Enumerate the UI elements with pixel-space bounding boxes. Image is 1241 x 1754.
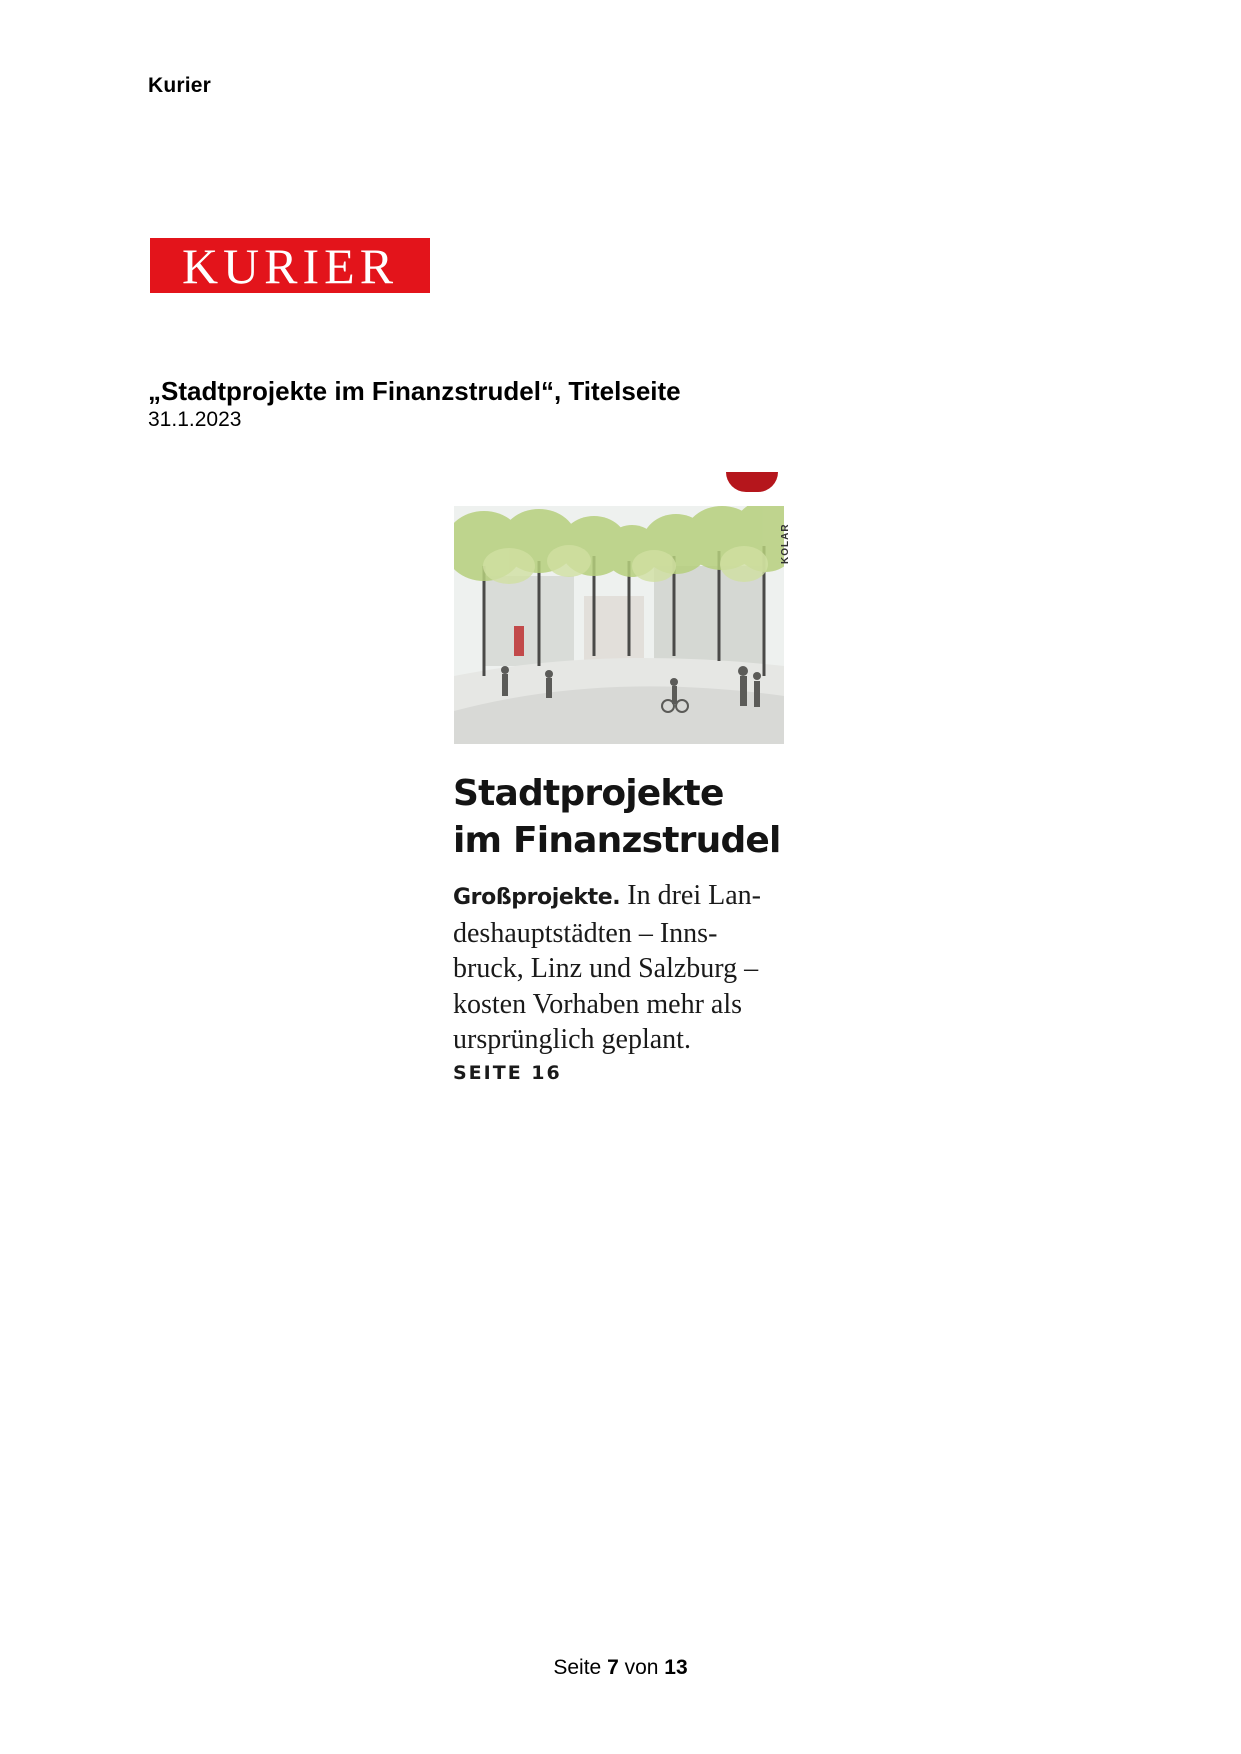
footer-prefix: Seite [553, 1656, 608, 1679]
body-lead: Großprojekte. [453, 885, 621, 910]
headline-line: Stadtprojekte [453, 773, 724, 814]
footer-middle: von [618, 1656, 665, 1679]
clipping-body [453, 878, 793, 1058]
document-date: 31.1.2023 [148, 408, 242, 431]
body-line: kosten Vorhaben mehr als [453, 988, 743, 1020]
header-source: Kurier [148, 74, 212, 97]
footer-total-pages: 13 [664, 1656, 688, 1679]
clipping-headline [453, 770, 793, 864]
page-reference: SEITE 16 [453, 1062, 562, 1084]
page-footer [0, 1656, 1241, 1680]
body-line: deshauptstädten – Inns- [453, 917, 718, 949]
headline-line: im Finanzstrudel [453, 820, 781, 861]
footer-current-page: 7 [607, 1656, 619, 1679]
illustration-image [454, 506, 784, 744]
logo-text: KURIER [181, 237, 399, 294]
body-line: ursprünglich geplant. [453, 1024, 691, 1055]
document-title: „Stadtprojekte im Finanzstrudel“, Titelseite [148, 376, 681, 406]
newspaper-clipping [448, 484, 808, 1084]
body-line [453, 878, 793, 916]
body-line-text: In drei Lan- [620, 880, 761, 911]
red-badge [726, 472, 778, 492]
kurier-logo [150, 238, 430, 293]
photo-credit: KOLAR [780, 523, 791, 564]
body-line: bruck, Linz und Salzburg – [453, 953, 759, 984]
street-sketch-illustration [454, 506, 784, 744]
